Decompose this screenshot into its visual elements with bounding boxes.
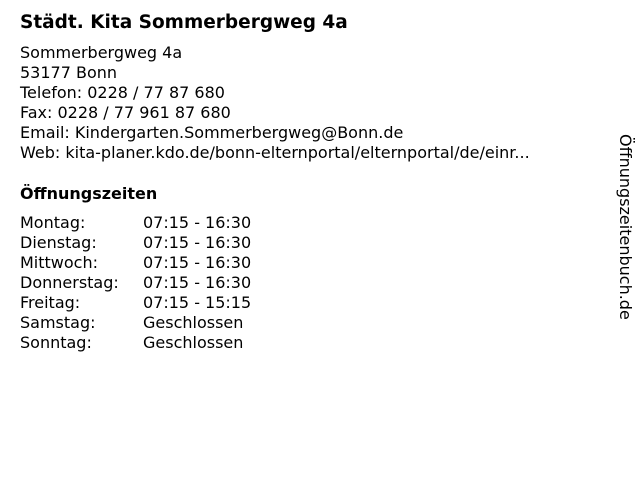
side-brand-text: Öffnungszeitenbuch.de — [616, 134, 635, 320]
hours-time: 07:15 - 16:30 — [143, 233, 252, 252]
hours-row-freitag — [20, 293, 251, 313]
side-brand-watermark — [611, 134, 639, 364]
opening-hours-table — [20, 213, 251, 353]
hours-row-samstag — [20, 313, 251, 333]
hours-time: 07:15 - 16:30 — [143, 253, 252, 272]
web-line: Web: kita-planer.kdo.de/bonn-elternportal/elternportal/de/einr... — [20, 143, 530, 162]
hours-row-mittwoch — [20, 253, 251, 273]
hours-day: Freitag: — [20, 293, 81, 312]
hours-time: 07:15 - 16:30 — [143, 213, 252, 232]
address-street: Sommerbergweg 4a — [20, 43, 183, 62]
hours-row-donnerstag — [20, 273, 251, 293]
hours-day: Donnerstag: — [20, 273, 119, 292]
fax-line: Fax: 0228 / 77 961 87 680 — [20, 103, 231, 122]
address-city: 53177 Bonn — [20, 63, 118, 82]
hours-row-sonntag — [20, 333, 251, 353]
hours-time: 07:15 - 15:15 — [143, 293, 252, 312]
hours-time: 07:15 - 16:30 — [143, 273, 252, 292]
phone-line: Telefon: 0228 / 77 87 680 — [20, 83, 225, 102]
hours-day: Sonntag: — [20, 333, 92, 352]
hours-day: Montag: — [20, 213, 86, 232]
hours-row-montag — [20, 213, 251, 233]
hours-day: Samstag: — [20, 313, 96, 332]
hours-time: Geschlossen — [143, 313, 244, 332]
contact-block — [20, 43, 530, 163]
hours-day: Mittwoch: — [20, 253, 98, 272]
email-line: Email: Kindergarten.Sommerbergweg@Bonn.de — [20, 123, 404, 142]
hours-row-dienstag — [20, 233, 251, 253]
hours-day: Dienstag: — [20, 233, 97, 252]
hours-time: Geschlossen — [143, 333, 244, 352]
page-title: Städt. Kita Sommerbergweg 4a — [20, 12, 348, 33]
opening-hours-heading: Öffnungszeiten — [20, 184, 158, 203]
